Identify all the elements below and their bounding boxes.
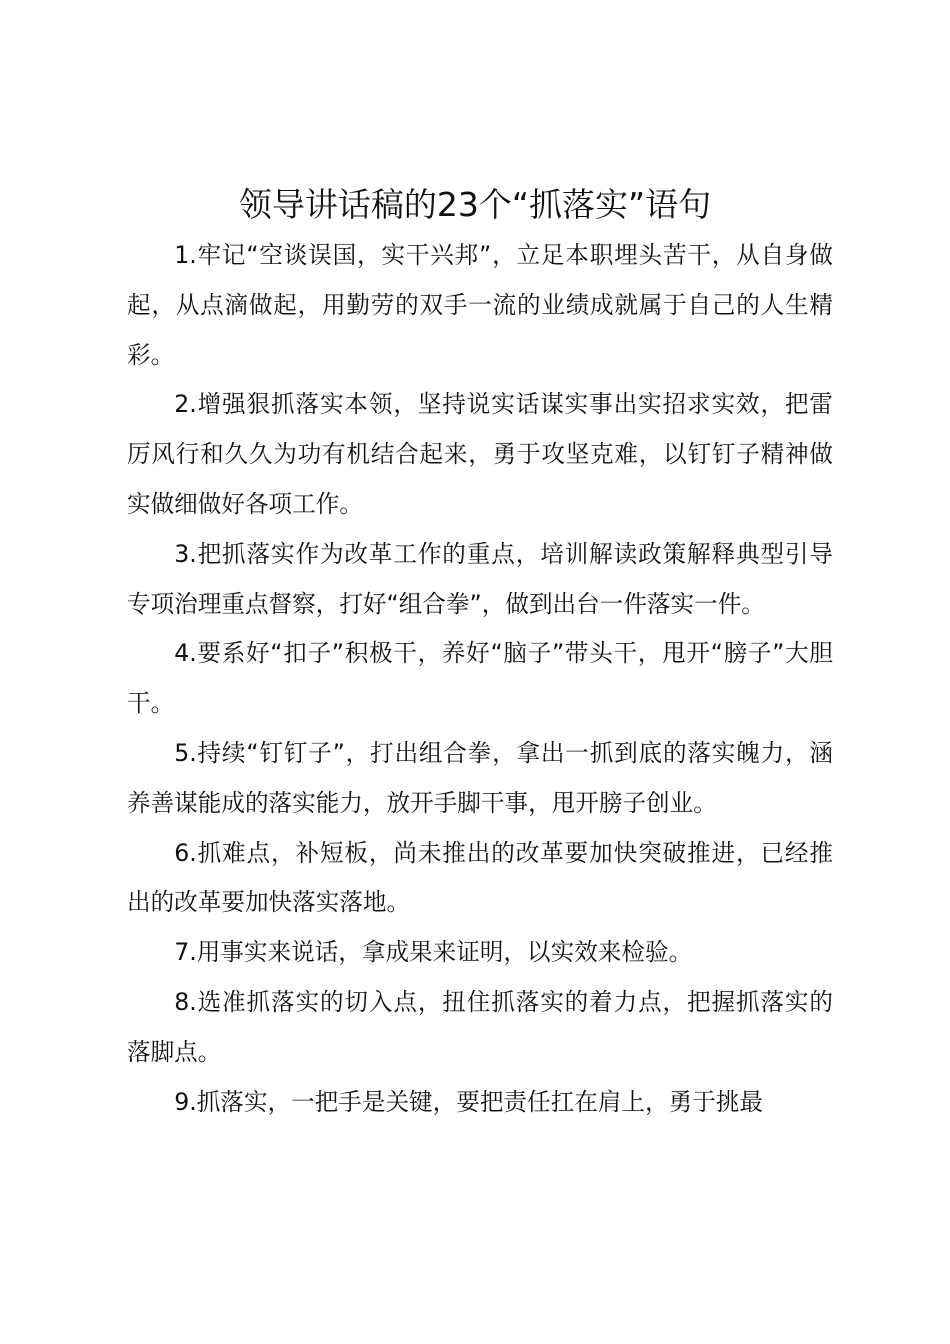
- paragraph-9: 9.抓落实，一把手是关键，要把责任扛在肩上，勇于挑最: [174, 1087, 763, 1116]
- paragraph-5: 5.持续“钉钉子”，打出组合拳，拿出一抓到底的落实魄力，涵养善谋能成的落实能力，放开手脚干事，甩开膀子创业。: [127, 738, 833, 817]
- paragraph-8: 8.选准抓落实的切入点，扭住抓落实的着力点，把握抓落实的落脚点。: [127, 987, 833, 1066]
- document-body: [127, 231, 833, 1127]
- document-title: 领导讲话稿的23个“抓落实”语句: [238, 185, 712, 224]
- paragraph-2: 2.增强狠抓落实本领，坚持说实话谋实事出实招求实效，把雷厉风行和久久为功有机结合起来，勇于攻坚克难，以钉钉子精神做实做细做好各项工作。: [127, 390, 833, 518]
- paragraph-7: 7.用事实来说话，拿成果来证明，以实效来检验。: [174, 938, 693, 967]
- paragraph-4: 4.要系好“扣子”积极干，养好“脑子”带头干，甩开“膀子”大胆干。: [127, 639, 833, 718]
- paragraph-6: 6.抓难点，补短板，尚未推出的改革要加快突破推进，已经推出的改革要加快落实落地。: [127, 838, 833, 917]
- paragraph-1: 1.牢记“空谈误国，实干兴邦”，立足本职埋头苦干，从自身做起，从点滴做起，用勤劳的双手一流的业绩成就属于自己的人生精彩。: [127, 241, 833, 369]
- paragraph-3: 3.把抓落实作为改革工作的重点，培训解读政策解释典型引导专项治理重点督察，打好“组合拳”，做到出台一件落实一件。: [127, 539, 833, 618]
